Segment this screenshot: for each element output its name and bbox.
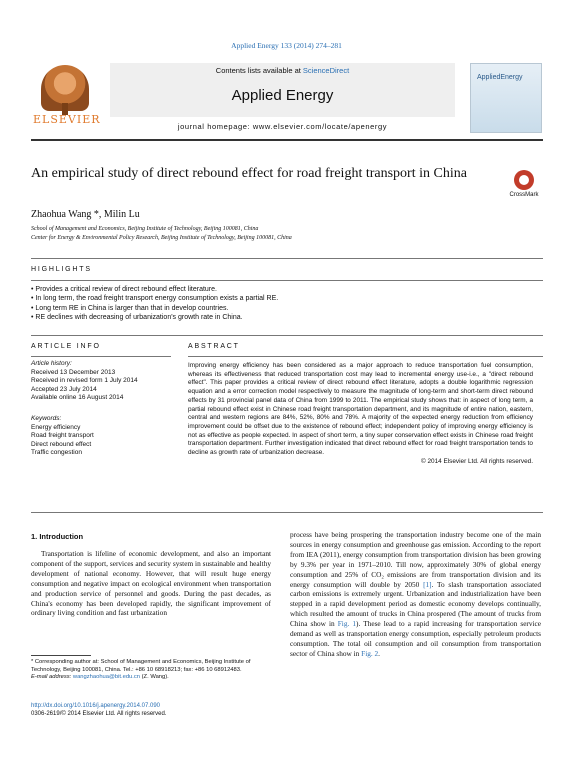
header-divider xyxy=(31,139,543,141)
abstract-rule xyxy=(188,356,543,357)
highlights-heading: HIGHLIGHTS xyxy=(31,266,92,273)
intro-right-text: . To slash transportation associated carbon emissions is extremely urgent. Urbanization and industrialization have been stepped in a rapid development period as domestic economy develops continually, which resulted the amount of trucks in China prospered (The amount of trucks from China show in xyxy=(290,579,541,629)
info-top-rule xyxy=(31,335,543,336)
cover-title: AppliedEnergy xyxy=(477,74,523,81)
journal-title: Applied Energy xyxy=(231,87,334,104)
intro-right-column xyxy=(290,530,541,659)
footnote xyxy=(31,659,274,682)
section-heading-introduction: 1. Introduction xyxy=(31,532,84,541)
highlights-top-rule xyxy=(31,258,543,259)
figure-link[interactable]: Fig. 2 xyxy=(361,648,379,658)
intro-left-column: Transportation is lifeline of economic development, and also an important component of the support, services and security system in sustainable and healthy development of national economy. However, that will result huge energy consumption and negative impact on ecological environment when transportation and production service of personnel and goods. During the past decades, as China's economy has been developed rapidly, the significant improvement of ordinary living condition and fast urbanization xyxy=(31,549,271,618)
affiliation: Center for Energy & Environmental Policy Research, Beijing Institute of Technology, Beijing 100081, China xyxy=(31,235,292,241)
article-info xyxy=(31,360,171,458)
highlight-item: • In long term, the road freight transport energy consumption exists a partial RE. xyxy=(31,294,541,303)
affiliation: School of Management and Economics, Beijing Institute of Technology, Beijing 100081, China xyxy=(31,226,259,232)
abstract-copyright: © 2014 Elsevier Ltd. All rights reserved. xyxy=(421,457,533,465)
publisher-name: ELSEVIER xyxy=(33,113,101,126)
email-label: E-mail address: xyxy=(31,674,73,681)
keyword: Road freight transport xyxy=(31,432,94,440)
history-item: Received 13 December 2013 xyxy=(31,368,116,376)
keyword: Traffic congestion xyxy=(31,449,82,457)
doi-link[interactable]: http://dx.doi.org/10.1016/j.apenergy.2014.07.090 xyxy=(31,703,160,709)
email-suffix: (Z. Wang). xyxy=(140,674,169,681)
article-info-heading: ARTICLE INFO xyxy=(31,343,101,350)
article-title: An empirical study of direct rebound effect for road freight transport in China xyxy=(31,166,467,181)
abstract-bottom-rule xyxy=(31,512,543,513)
keyword: Energy efficiency xyxy=(31,423,81,431)
email-line xyxy=(31,674,274,682)
intro-right-text: . xyxy=(378,648,380,658)
crossmark-icon-center xyxy=(519,175,529,185)
sciencedirect-link[interactable]: ScienceDirect xyxy=(302,66,350,75)
journal-homepage[interactable]: journal homepage: www.elsevier.com/locate/apenergy xyxy=(177,122,388,131)
history-label: Article history: xyxy=(31,360,72,367)
highlight-item: • Long term RE in China is larger than that in develop countries. xyxy=(31,304,541,313)
history-item: Available online 16 August 2014 xyxy=(31,394,124,402)
highlights-list xyxy=(31,285,541,323)
highlight-item: • RE declines with decreasing of urbanization's growth rate in China. xyxy=(31,313,541,322)
abstract-body xyxy=(188,362,533,466)
info-rule xyxy=(31,356,171,357)
reference-link[interactable]: [1] xyxy=(423,579,432,589)
journal-cover-image xyxy=(470,63,542,133)
elsevier-logo xyxy=(33,63,101,131)
crossmark-badge[interactable] xyxy=(502,170,546,204)
figure-link[interactable]: Fig. 1 xyxy=(337,619,357,629)
highlights-rule xyxy=(31,280,543,281)
journal-reference[interactable]: Applied Energy 133 (2014) 274–281 xyxy=(231,41,342,50)
history-item: Accepted 23 July 2014 xyxy=(31,385,97,393)
issn-copyright: 0306-2619/© 2014 Elsevier Ltd. All rights reserved. xyxy=(31,711,167,717)
footnote-rule xyxy=(31,655,91,656)
email-link[interactable]: wangzhaohua@bit.edu.cn xyxy=(72,674,141,681)
doi-block xyxy=(31,702,167,718)
corresponding-author: * Corresponding author at: School of Management and Economics, Beijing Institute of Technology, Beijing 100081, China. Tel.: +86 10 68918213; fax: +86 10 68912483. xyxy=(31,659,251,673)
history-item: Received in revised form 1 July 2014 xyxy=(31,377,138,385)
crossmark-label: CrossMark xyxy=(509,192,539,198)
contents-line xyxy=(110,66,455,75)
intro-right-text: process have being prospering the transportation industry become one of the main sources in energy consumption and greenhouse gas emission. According to the report from IEA (2011), energy consumption from transportation division has been growing by 9.3% per year in 1971–2010. Till now, approximately 30% of global energy consumption and 25% of CO₂ emissions are from transportation division and its energy consumption will double by 2050 xyxy=(290,530,541,589)
abstract-heading: ABSTRACT xyxy=(188,343,240,350)
keyword: Direct rebound effect xyxy=(31,440,92,448)
authors: Zhaohua Wang *, Milin Lu xyxy=(31,209,140,220)
highlight-item: • Provides a critical review of direct rebound effect literature. xyxy=(31,285,541,294)
intro-right-text: ). These lead to a rapid increasing for transportation service demand as well as transportation energy consumption, especially petroleum products consumption. The total oil consumption and oil consumption from transportation sector of China show in xyxy=(290,619,542,658)
info-gap xyxy=(31,403,171,415)
keywords-label: Keywords: xyxy=(31,414,62,422)
abstract-text: Improving energy efficiency has been considered as a major approach to reduce transportation fuel consumption, whereas its effectiveness that reduced transportation cost may lead to incremental energy use-i.e., a "direct rebound effect". This paper provides a critical review of direct rebound effect literature, adopts a double logarithmic regression equation and a error correction model respectively to measure the magnitude of long-term and short-term direct rebound effects by 31 provincial panel data of China from 1999 to 2011. The empirical study shows that: in aspect of long term, a partial rebound effect exist in Chinese road freight transportation department, and its magnitude of entire nation, eastern, central and western regions are 84%, 52%, 80% and 78%. A majority of the expected energy reduction from efficiency improvement could be offset due to the existence of rebound effect; independent policy of improving energy efficiency is not as effective as people expected. In aspect of short term, a tiny super conservation effect exists in Chinese road freight transportation department. Further investigation indicated that direct rebound effect for road freight transportation tends to decline as growth rate of urbanization decrease. xyxy=(188,362,533,457)
contents-prefix: Contents lists available at xyxy=(215,66,303,75)
